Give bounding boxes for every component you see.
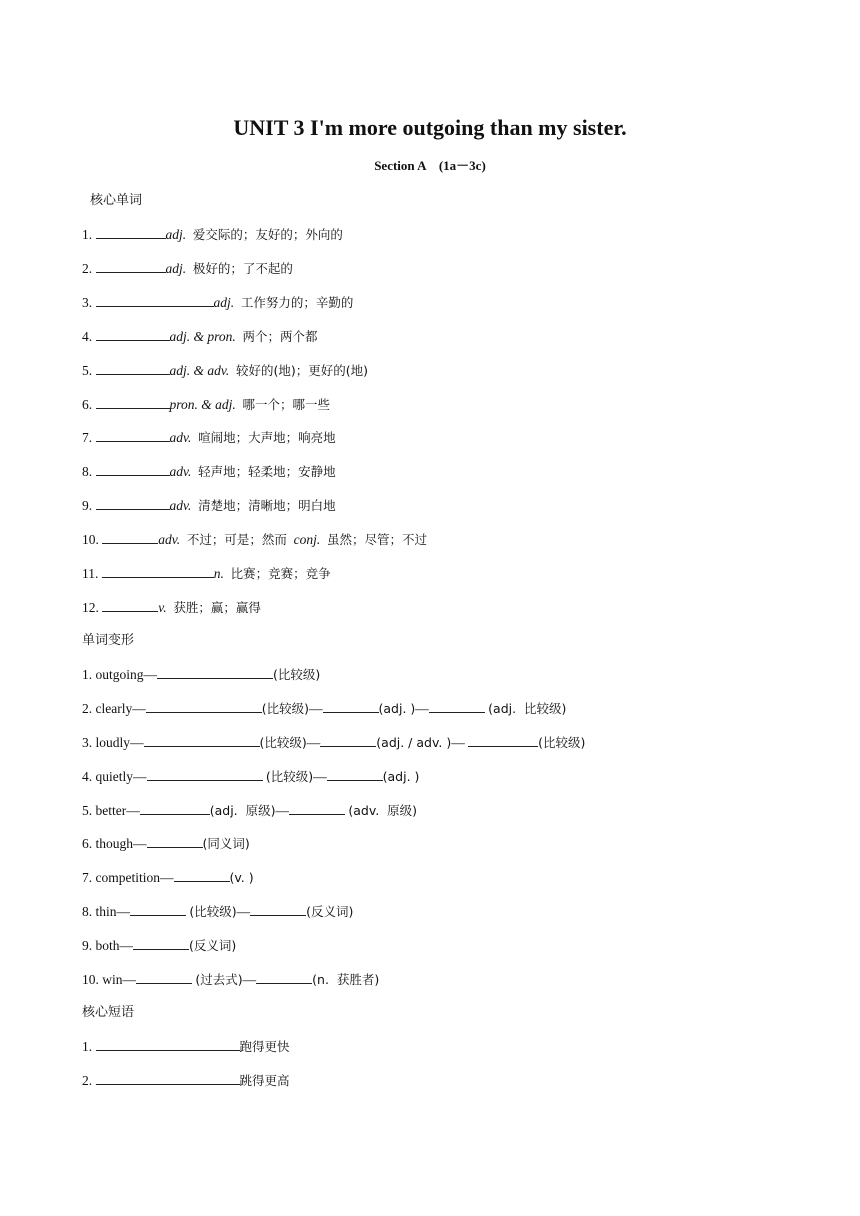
form-hint: (adj. 原级): [209, 803, 276, 818]
word-form-8: 8. thin— (比较级)— (反义词): [82, 904, 354, 919]
heading-core-words: 核心单词: [90, 193, 143, 208]
answer-blank[interactable]: [327, 767, 383, 781]
answer-blank[interactable]: [144, 733, 260, 747]
base-word: thin: [95, 904, 117, 919]
form-hint: (比较级): [273, 667, 321, 682]
answer-blank[interactable]: [256, 970, 312, 984]
item-number: 5.: [82, 363, 93, 378]
part-of-speech-2: conj.: [293, 532, 321, 547]
form-hint: (过去式): [195, 972, 243, 987]
form-hint: (adj. 比较级): [488, 701, 567, 716]
core-word-5: [82, 361, 368, 381]
meaning: 不过；可是；然而: [186, 532, 287, 547]
answer-blank[interactable]: [96, 293, 214, 307]
meaning: 跳得更高: [239, 1073, 290, 1088]
meaning: 两个；两个都: [242, 329, 318, 344]
form-hint: (比较级): [261, 701, 309, 716]
base-word: outgoing: [95, 667, 144, 682]
item-number: 4.: [82, 329, 93, 344]
core-word-3: [82, 293, 353, 313]
word-form-3: 3. loudly— (比较级)— (adj. / adv. )— (比较级): [82, 735, 586, 750]
item-number: 7.: [82, 430, 93, 445]
base-word: win: [102, 972, 123, 987]
base-word: clearly: [95, 701, 133, 716]
form-hint: (adj. ): [382, 769, 420, 784]
answer-blank[interactable]: [146, 699, 262, 713]
answer-blank[interactable]: [429, 699, 485, 713]
answer-blank[interactable]: [96, 225, 166, 239]
item-number: 6.: [82, 397, 93, 412]
answer-blank[interactable]: [102, 564, 214, 578]
answer-blank[interactable]: [147, 834, 203, 848]
item-number: 8.: [82, 904, 93, 919]
answer-blank[interactable]: [96, 259, 166, 273]
base-word: though: [95, 836, 134, 851]
answer-blank[interactable]: [468, 733, 538, 747]
answer-blank[interactable]: [96, 428, 170, 442]
meaning: 获胜；赢；赢得: [173, 600, 261, 615]
base-word: quietly: [95, 769, 133, 784]
answer-blank[interactable]: [102, 530, 158, 544]
base-word: competition: [95, 870, 160, 885]
item-number: 7.: [82, 870, 93, 885]
core-word-9: [82, 496, 336, 516]
part-of-speech: adj.: [165, 261, 187, 276]
part-of-speech: adv.: [158, 532, 181, 547]
core-word-6: [82, 395, 330, 415]
form-hint: (adv. 原级): [348, 803, 418, 818]
item-number: 1.: [82, 227, 93, 242]
answer-blank[interactable]: [174, 868, 230, 882]
form-hint: (n. 获胜者): [312, 972, 380, 987]
word-form-5: 5. better— (adj. 原级)— (adv. 原级): [82, 803, 418, 818]
form-hint: (比较级): [265, 769, 314, 784]
form-hint: (v. ): [229, 870, 254, 885]
part-of-speech: pron. & adj.: [169, 397, 236, 412]
answer-blank[interactable]: [130, 902, 186, 916]
part-of-speech: adv.: [169, 464, 192, 479]
word-form-7: 7. competition— (v. ): [82, 870, 254, 885]
answer-blank[interactable]: [96, 496, 170, 510]
core-word-7: [82, 428, 336, 448]
answer-blank[interactable]: [323, 699, 379, 713]
core-word-10: [82, 530, 427, 550]
word-form-2: 2. clearly— (比较级)— (adj. )— (adj. 比较级): [82, 701, 567, 716]
meaning: 清楚地；清晰地；明白地: [198, 498, 336, 513]
core-word-12: [82, 598, 261, 618]
page-title: UNIT 3 I'm more outgoing than my sister.: [233, 115, 627, 140]
item-number: 4.: [82, 769, 93, 784]
item-number: 5.: [82, 803, 93, 818]
answer-blank[interactable]: [96, 361, 170, 375]
core-word-2: [82, 259, 293, 279]
item-number: 2.: [82, 701, 93, 716]
form-hint: (反义词): [189, 938, 237, 953]
part-of-speech: v.: [158, 600, 167, 615]
base-word: both: [95, 938, 120, 953]
heading-word-forms: 单词变形: [82, 633, 135, 648]
item-number: 12.: [82, 600, 99, 615]
answer-blank[interactable]: [157, 665, 273, 679]
item-number: 9.: [82, 938, 93, 953]
answer-blank[interactable]: [96, 1037, 240, 1051]
item-number: 2.: [82, 261, 93, 276]
base-word: better: [95, 803, 127, 818]
form-hint: (adj. ): [378, 701, 416, 716]
answer-blank[interactable]: [96, 395, 170, 409]
part-of-speech: adj. & adv.: [169, 363, 230, 378]
answer-blank[interactable]: [96, 462, 170, 476]
answer-blank[interactable]: [102, 598, 158, 612]
item-number: 8.: [82, 464, 93, 479]
answer-blank[interactable]: [289, 801, 345, 815]
word-form-9: 9. both— (反义词): [82, 938, 237, 953]
core-word-11: [82, 564, 331, 584]
answer-blank[interactable]: [96, 1071, 240, 1085]
base-word: loudly: [95, 735, 131, 750]
core-word-4: [82, 327, 318, 347]
form-hint: (比较级): [538, 735, 586, 750]
meaning: 跑得更快: [239, 1039, 290, 1054]
part-of-speech: adv.: [169, 430, 192, 445]
item-number: 9.: [82, 498, 93, 513]
meaning: 喧闹地；大声地；响亮地: [198, 430, 336, 445]
answer-blank[interactable]: [96, 327, 170, 341]
item-number: 10.: [82, 972, 99, 987]
word-form-10: 10. win— (过去式)— (n. 获胜者): [82, 972, 380, 987]
meaning: 轻声地；轻柔地；安静地: [198, 464, 336, 479]
part-of-speech: adj. & pron.: [169, 329, 236, 344]
meaning: 哪一个；哪一些: [242, 397, 331, 412]
form-hint: (比较级): [259, 735, 307, 750]
item-number: 3.: [82, 295, 93, 310]
answer-blank[interactable]: [250, 902, 306, 916]
meaning: 较好的(地)；更好的(地): [236, 363, 369, 378]
item-number: 10.: [82, 532, 99, 547]
form-hint: (反义词): [306, 904, 354, 919]
word-form-1: 1. outgoing— (比较级): [82, 667, 321, 682]
core-phrase-2: [82, 1071, 290, 1091]
part-of-speech: adj.: [165, 227, 187, 242]
meaning: 极好的；了不起的: [192, 261, 293, 276]
meaning: 爱交际的；友好的；外向的: [192, 227, 343, 242]
item-number: 1.: [82, 667, 93, 682]
heading-core-phrases: 核心短语: [82, 1005, 135, 1020]
section-subtitle: Section A (1a－3c): [374, 158, 486, 173]
form-hint: (同义词): [202, 836, 250, 851]
form-hint: (比较级): [189, 904, 237, 919]
meaning: 工作努力的；辛勤的: [240, 295, 354, 310]
meaning: 比赛；竞赛；竞争: [230, 566, 331, 581]
answer-blank[interactable]: [320, 733, 376, 747]
answer-blank[interactable]: [136, 970, 192, 984]
core-word-8: [82, 462, 336, 482]
item-number: 6.: [82, 836, 93, 851]
answer-blank[interactable]: [133, 936, 189, 950]
item-number: 3.: [82, 735, 93, 750]
word-form-6: 6. though— (同义词): [82, 836, 250, 851]
item-number: 11.: [82, 566, 99, 581]
form-hint: (adj. / adv. ): [376, 735, 452, 750]
part-of-speech: adj.: [213, 295, 235, 310]
core-word-1: [82, 225, 343, 245]
core-phrase-1: [82, 1037, 290, 1057]
meaning-2: 虽然；尽管；不过: [327, 532, 428, 547]
part-of-speech: n.: [213, 566, 224, 581]
part-of-speech: adv.: [169, 498, 192, 513]
item-number: 1.: [82, 1039, 93, 1054]
word-form-4: 4. quietly— (比较级)— (adj. ): [82, 769, 420, 784]
item-number: 2.: [82, 1073, 93, 1088]
answer-blank[interactable]: [147, 767, 263, 781]
answer-blank[interactable]: [140, 801, 210, 815]
